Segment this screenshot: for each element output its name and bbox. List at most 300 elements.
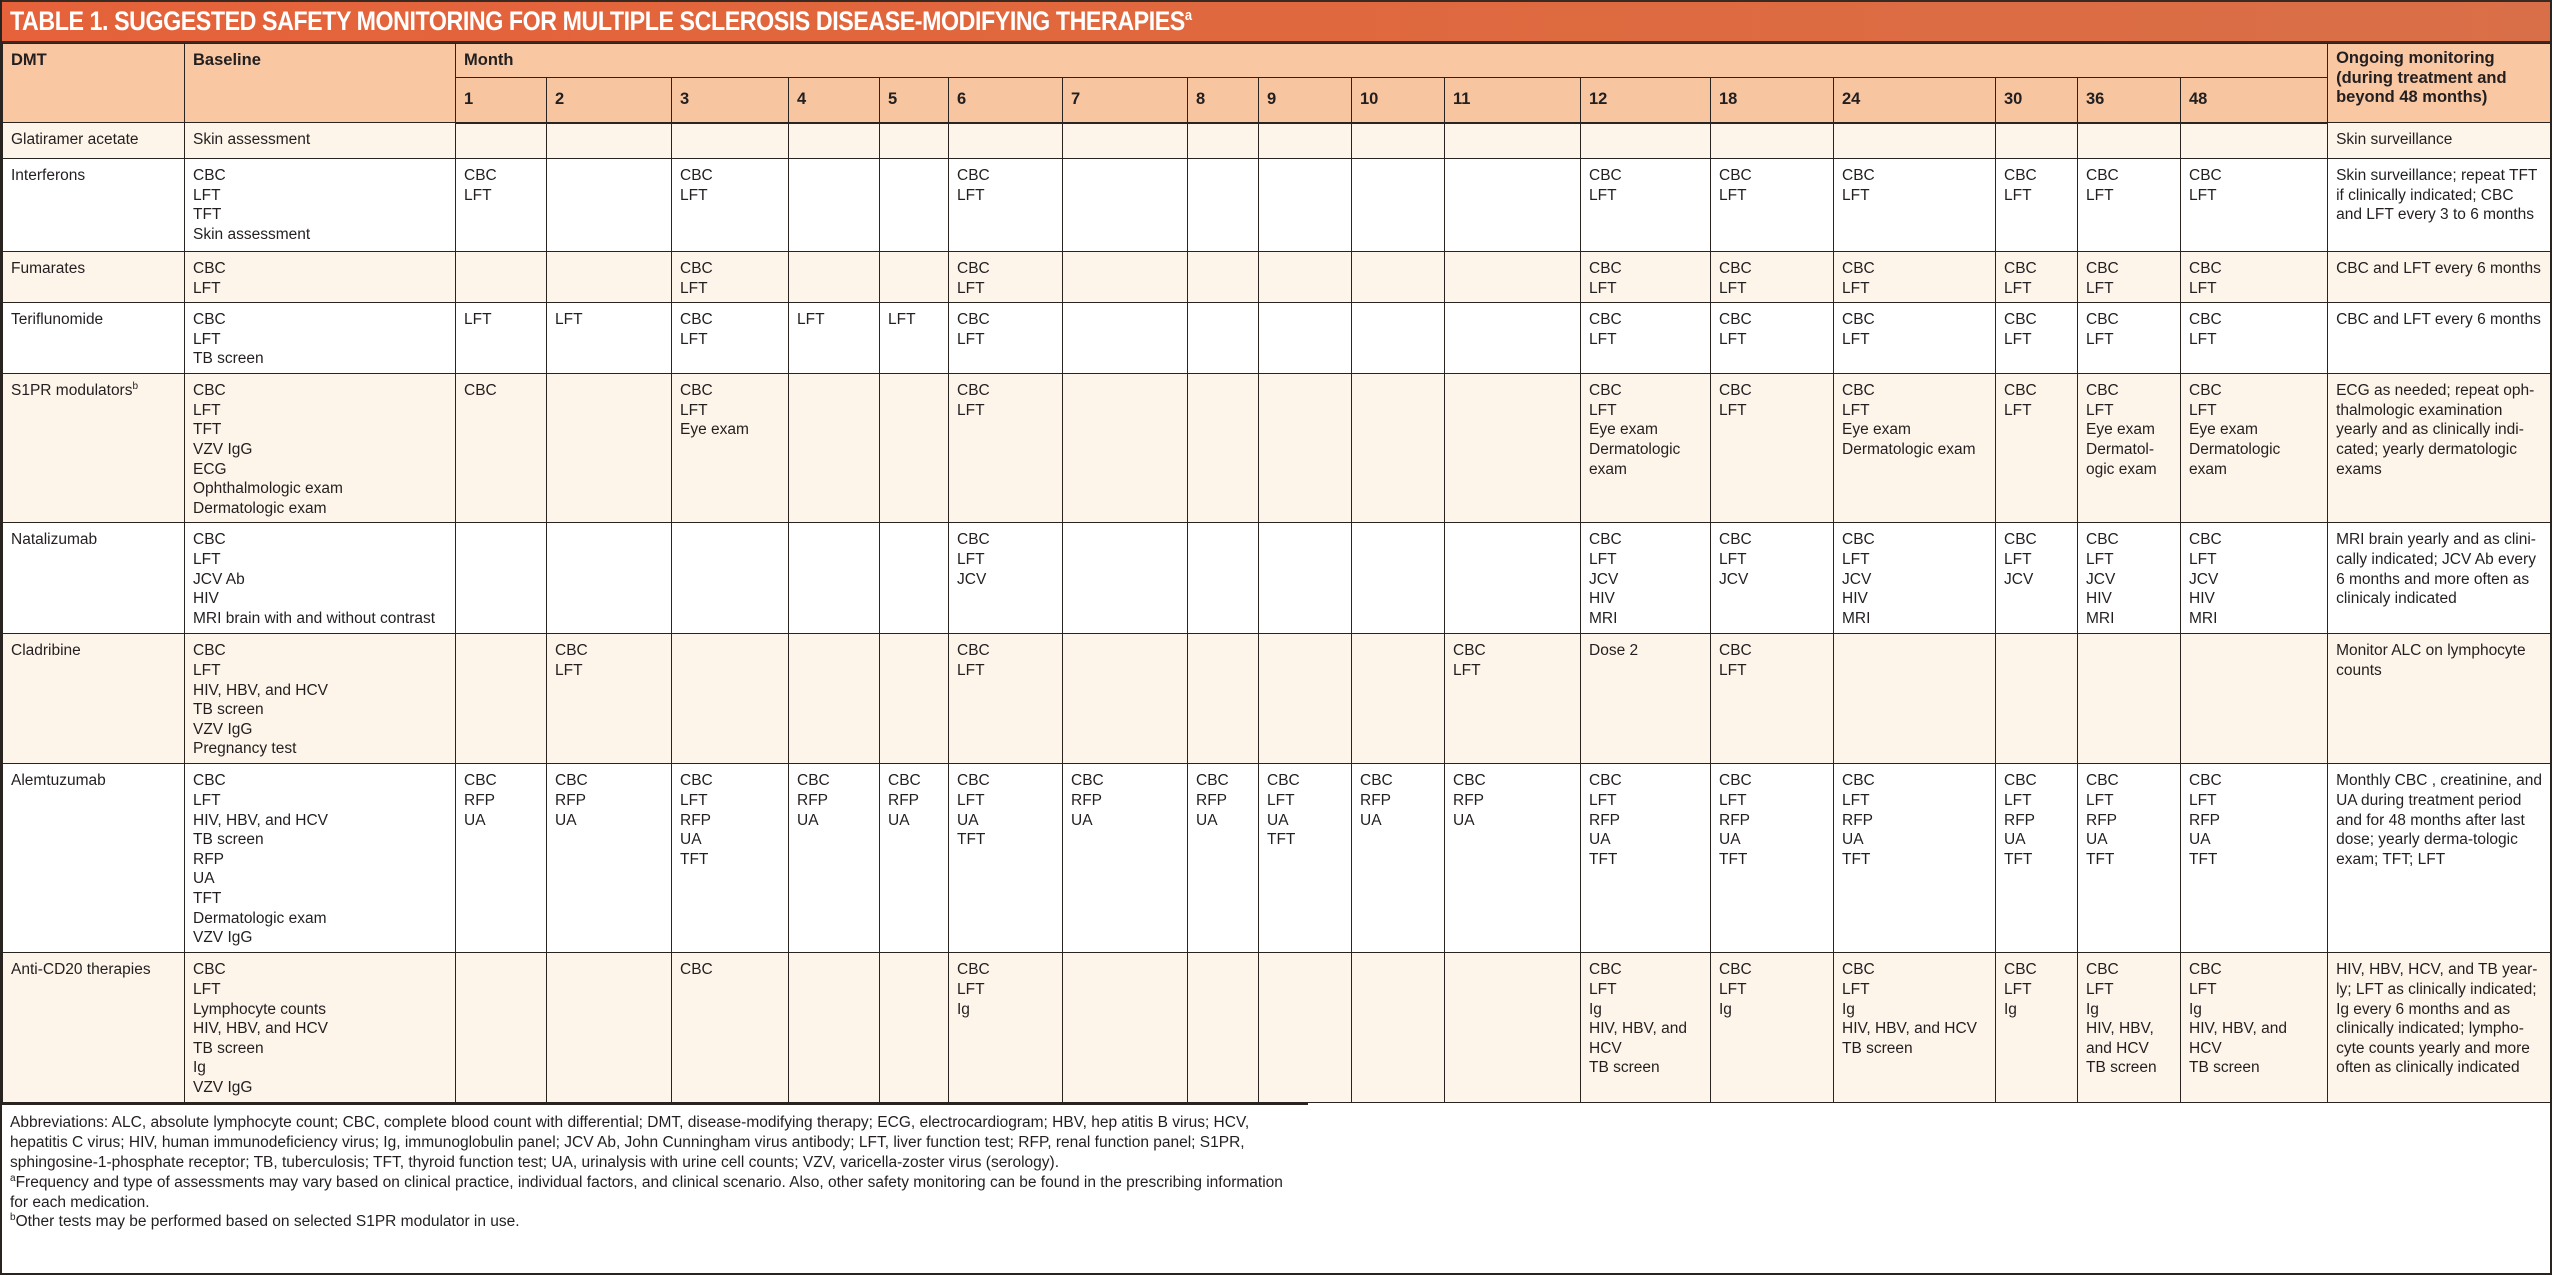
test-item: UA <box>797 811 819 829</box>
title-footnote-marker: a <box>1184 7 1192 24</box>
month-24-cell <box>1834 764 1996 953</box>
month-7-cell <box>1063 252 1188 303</box>
header-month-2: 2 <box>547 78 672 123</box>
month-12-cell <box>1581 252 1711 303</box>
test-item: Ig <box>1589 1000 1602 1018</box>
month-24-cell <box>1834 374 1996 523</box>
month-4-cell <box>789 159 880 252</box>
test-item: LFT <box>2086 791 2114 809</box>
test-item: UA <box>1842 831 1864 849</box>
test-item: LFT <box>2189 186 2217 204</box>
test-item: HIV, HBV, and HCV <box>2086 1020 2154 1057</box>
month-48-cell <box>2181 123 2328 159</box>
test-item: LFT <box>1842 279 1870 297</box>
ongoing-monitoring-cell: Skin surveillance; repeat TFT if clinically indicated; CBC and LFT every 3 to 6 months <box>2328 159 2551 252</box>
table-row <box>3 953 2551 1103</box>
test-item: CBC <box>193 382 226 400</box>
test-item: CBC <box>680 772 713 790</box>
month-4-cell <box>789 123 880 159</box>
test-item: Eye exam <box>2086 421 2155 439</box>
month-48-cell <box>2181 159 2328 252</box>
test-item: CBC <box>464 382 497 400</box>
month-8-cell <box>1188 523 1259 634</box>
month-1-cell <box>456 252 547 303</box>
month-3-cell <box>672 523 789 634</box>
test-item: HIV, HBV, and HCV <box>193 811 328 829</box>
month-3-cell <box>672 634 789 764</box>
month-5-cell <box>880 634 949 764</box>
test-item: LFT <box>2004 550 2032 568</box>
month-10-cell <box>1352 634 1445 764</box>
test-item: CBC <box>2004 772 2037 790</box>
test-item: CBC <box>2086 772 2119 790</box>
test-item: Skin assessment <box>193 225 311 243</box>
test-item: LFT <box>680 330 708 348</box>
test-item: LFT <box>1842 401 1870 419</box>
test-item: HIV <box>2086 590 2112 608</box>
test-item: Skin assessment <box>193 131 311 148</box>
test-item: RFP <box>797 791 828 809</box>
header-month-4: 4 <box>789 78 880 123</box>
month-11-cell <box>1445 634 1581 764</box>
test-item: LFT <box>957 279 985 297</box>
month-3-cell <box>672 252 789 303</box>
test-item: TFT <box>193 421 222 439</box>
header-month-30: 30 <box>1996 78 2078 123</box>
test-item: UA <box>1453 811 1475 829</box>
test-item: CBC <box>1453 772 1486 790</box>
month-30-cell <box>1996 159 2078 252</box>
test-item: CBC <box>193 531 226 549</box>
test-item: CBC <box>2086 167 2119 184</box>
test-item: CBC <box>193 961 226 979</box>
test-item: LFT <box>1719 279 1747 297</box>
test-item: Dose 2 <box>1589 642 1639 660</box>
test-item: CBC <box>957 167 990 184</box>
month-5-cell <box>880 123 949 159</box>
table-row <box>3 764 2551 953</box>
test-item: LFT <box>1589 186 1617 204</box>
header-month-36: 36 <box>2078 78 2181 123</box>
month-36-cell <box>2078 252 2181 303</box>
test-item: TB screen <box>193 831 264 849</box>
test-item: JCV <box>1589 570 1619 588</box>
test-item: Ig <box>2086 1000 2099 1018</box>
test-item: LFT <box>193 661 221 679</box>
month-6-cell <box>949 953 1063 1103</box>
test-item: CBC <box>1719 311 1752 329</box>
test-item: HIV, HBV, and HCV <box>1589 1020 1687 1057</box>
test-item: Eye exam <box>1842 421 1911 439</box>
test-item: Ig <box>193 1059 206 1077</box>
header-month-1: 1 <box>456 78 547 123</box>
baseline-cell <box>185 634 456 764</box>
month-8-cell <box>1188 303 1259 374</box>
test-item: Eye exam <box>2189 421 2258 439</box>
month-11-cell <box>1445 123 1581 159</box>
test-item: VZV IgG <box>193 720 253 738</box>
footnote-a: $^a$Frequency and type of assessments may vary based on clinical practice, individual factors, and clinical scenario. Also, other safety monitoring can be found in the prescribing information for each medication. <box>10 1172 1283 1211</box>
test-item: LFT <box>680 401 708 419</box>
month-2-cell <box>547 374 672 523</box>
month-8-cell <box>1188 374 1259 523</box>
test-item: CBC <box>193 167 226 184</box>
month-18-cell <box>1711 159 1834 252</box>
test-item: TB screen <box>1842 1039 1913 1057</box>
test-item: CBC <box>1842 260 1875 277</box>
test-item: LFT <box>680 186 708 204</box>
table-row <box>3 523 2551 634</box>
month-30-cell <box>1996 523 2078 634</box>
test-item: Lymphocyte counts <box>193 1000 326 1018</box>
test-item: TB screen <box>1589 1059 1660 1077</box>
month-10-cell <box>1352 159 1445 252</box>
month-4-cell <box>789 523 880 634</box>
month-6-cell <box>949 523 1063 634</box>
test-item: LFT <box>193 330 221 348</box>
month-11-cell <box>1445 953 1581 1103</box>
month-9-cell <box>1259 953 1352 1103</box>
table-title-bar <box>2 0 2550 43</box>
dmt-name: Interferons <box>3 159 185 252</box>
month-6-cell <box>949 634 1063 764</box>
month-8-cell <box>1188 953 1259 1103</box>
month-9-cell <box>1259 634 1352 764</box>
month-7-cell <box>1063 159 1188 252</box>
test-item: CBC <box>555 772 588 790</box>
test-item: VZV IgG <box>193 1078 253 1096</box>
month-30-cell <box>1996 953 2078 1103</box>
test-item: CBC <box>1360 772 1393 790</box>
test-item: Dermatologic exam <box>1589 440 1681 478</box>
month-4-cell <box>789 303 880 374</box>
month-18-cell <box>1711 634 1834 764</box>
test-item: LFT <box>2086 980 2114 998</box>
month-12-cell <box>1581 953 1711 1103</box>
month-7-cell <box>1063 523 1188 634</box>
month-12-cell <box>1581 159 1711 252</box>
test-item: CBC <box>957 772 990 790</box>
month-10-cell <box>1352 764 1445 953</box>
test-item: LFT <box>1719 791 1747 809</box>
test-item: CBC <box>680 382 713 400</box>
month-4-cell <box>789 953 880 1103</box>
ongoing-monitoring-cell: CBC and LFT every 6 months <box>2328 303 2551 374</box>
table-row <box>3 634 2551 764</box>
test-item: HIV, HBV, and HCV <box>193 681 328 699</box>
test-item: CBC <box>957 531 990 549</box>
month-8-cell <box>1188 252 1259 303</box>
test-item: CBC <box>1453 642 1486 660</box>
ongoing-monitoring-cell: Monitor ALC on lymphocyte counts <box>2328 634 2551 764</box>
test-item: CBC <box>1719 531 1752 549</box>
monitoring-table <box>2 43 2551 1103</box>
header-month-3: 3 <box>672 78 789 123</box>
test-item: LFT <box>2189 330 2217 348</box>
month-48-cell <box>2181 523 2328 634</box>
month-18-cell <box>1711 303 1834 374</box>
test-item: CBC <box>2189 167 2222 184</box>
ongoing-monitoring-cell: MRI brain yearly and as clini-cally indicated; JCV Ab every 6 months and more often as clinicaly indicated <box>2328 523 2551 634</box>
test-item: LFT <box>957 330 985 348</box>
test-item: HIV <box>2189 590 2215 608</box>
table-row <box>3 303 2551 374</box>
test-item: HIV <box>1589 590 1615 608</box>
test-item: RFP <box>1196 791 1227 809</box>
test-item: CBC <box>2086 961 2119 979</box>
test-item: TFT <box>2189 850 2218 868</box>
month-24-cell <box>1834 523 1996 634</box>
test-item: MRI <box>1842 609 1871 627</box>
month-8-cell <box>1188 123 1259 159</box>
test-item: LFT <box>2086 550 2114 568</box>
test-item: LFT <box>797 311 825 329</box>
month-1-cell <box>456 374 547 523</box>
test-item: LFT <box>1842 550 1870 568</box>
test-item: CBC <box>2086 311 2119 329</box>
header-month-7: 7 <box>1063 78 1188 123</box>
test-item: JCV <box>957 570 987 588</box>
month-48-cell <box>2181 953 2328 1103</box>
month-30-cell <box>1996 374 2078 523</box>
test-item: CBC <box>2004 260 2037 277</box>
header-baseline: Baseline <box>185 44 456 123</box>
header-month-group: Month <box>456 44 2328 78</box>
test-item: TB screen <box>193 350 264 368</box>
month-2-cell <box>547 523 672 634</box>
month-2-cell <box>547 303 672 374</box>
test-item: CBC <box>2086 382 2119 400</box>
month-1-cell <box>456 764 547 953</box>
test-item: RFP <box>1360 791 1391 809</box>
month-4-cell <box>789 634 880 764</box>
test-item: LFT <box>193 279 221 297</box>
test-item: CBC <box>797 772 830 790</box>
test-item: UA <box>680 831 702 849</box>
test-item: LFT <box>2189 791 2217 809</box>
table-body <box>3 123 2551 1103</box>
test-item: JCV <box>1842 570 1872 588</box>
test-item: CBC <box>1719 961 1752 979</box>
test-item: CBC <box>957 260 990 277</box>
test-item: LFT <box>2086 279 2114 297</box>
test-item: RFP <box>464 791 495 809</box>
test-item: CBC <box>1842 531 1875 549</box>
month-3-cell <box>672 123 789 159</box>
test-item: Dermatologic exam <box>193 909 327 927</box>
month-18-cell <box>1711 523 1834 634</box>
month-24-cell <box>1834 634 1996 764</box>
test-item: CBC <box>464 772 497 790</box>
test-item: TFT <box>193 206 222 224</box>
table-row <box>3 374 2551 523</box>
test-item: LFT <box>2086 186 2114 204</box>
test-item: LFT <box>193 980 221 998</box>
test-item: CBC <box>1719 642 1752 660</box>
test-item: ECG <box>193 460 227 478</box>
test-item: TFT <box>2086 850 2115 868</box>
month-8-cell <box>1188 764 1259 953</box>
test-item: RFP <box>1842 811 1873 829</box>
month-9-cell <box>1259 523 1352 634</box>
month-8-cell <box>1188 159 1259 252</box>
test-item: LFT <box>1453 661 1481 679</box>
baseline-cell <box>185 764 456 953</box>
month-36-cell <box>2078 303 2181 374</box>
month-11-cell <box>1445 159 1581 252</box>
footnote-b: $^b$Other tests may be performed based on selected S1PR modulator in use. <box>10 1212 520 1231</box>
dmt-name: S1PR modulators$^b$ <box>3 374 185 523</box>
dmt-name: Alemtuzumab <box>3 764 185 953</box>
month-7-cell <box>1063 374 1188 523</box>
test-item: RFP <box>2189 811 2220 829</box>
test-item: TFT <box>1267 831 1296 849</box>
test-item: RFP <box>2086 811 2117 829</box>
month-2-cell <box>547 764 672 953</box>
test-item: LFT <box>2004 186 2032 204</box>
test-item: CBC <box>555 642 588 660</box>
month-9-cell <box>1259 123 1352 159</box>
test-item: UA <box>1360 811 1382 829</box>
test-item: VZV IgG <box>193 440 253 458</box>
test-item: CBC <box>1071 772 1104 790</box>
test-item: CBC <box>1267 772 1300 790</box>
dmt-name: Natalizumab <box>3 523 185 634</box>
month-18-cell <box>1711 764 1834 953</box>
month-36-cell <box>2078 374 2181 523</box>
test-item: JCV <box>1719 570 1749 588</box>
month-24-cell <box>1834 123 1996 159</box>
month-48-cell <box>2181 252 2328 303</box>
test-item: HIV <box>193 590 219 608</box>
month-1-cell <box>456 953 547 1103</box>
test-item: CBC <box>1842 167 1875 184</box>
test-item: CBC <box>2189 382 2222 400</box>
ongoing-monitoring-cell: Monthly CBC , creatinine, and UA during treatment period and for 48 months after last dose; yearly derma-tologic exam; TFT; LFT <box>2328 764 2551 953</box>
test-item: LFT <box>1719 401 1747 419</box>
test-item: TB screen <box>193 1039 264 1057</box>
table-row <box>3 252 2551 303</box>
month-4-cell <box>789 764 880 953</box>
test-item: CBC <box>2004 531 2037 549</box>
test-item: UA <box>2189 831 2211 849</box>
test-item: Ophthalmologic exam <box>193 480 343 498</box>
test-item: TB screen <box>2086 1059 2157 1077</box>
test-item: CBC <box>2086 260 2119 277</box>
test-item: LFT <box>1719 550 1747 568</box>
dmt-name: Fumarates <box>3 252 185 303</box>
header-month-9: 9 <box>1259 78 1352 123</box>
test-item: LFT <box>1719 330 1747 348</box>
test-item: Eye exam <box>680 421 749 439</box>
header-dmt: DMT <box>3 44 185 123</box>
month-6-cell <box>949 159 1063 252</box>
month-36-cell <box>2078 159 2181 252</box>
test-item: HIV <box>1842 590 1868 608</box>
month-3-cell <box>672 374 789 523</box>
test-item: LFT <box>2004 401 2032 419</box>
test-item: RFP <box>1453 791 1484 809</box>
month-18-cell <box>1711 123 1834 159</box>
header-month-11: 11 <box>1445 78 1581 123</box>
test-item: CBC <box>680 260 713 277</box>
test-item: CBC <box>2189 772 2222 790</box>
header-month-24: 24 <box>1834 78 1996 123</box>
month-24-cell <box>1834 252 1996 303</box>
test-item: HIV, HBV, and HCV <box>193 1020 328 1038</box>
dmt-name: Cladribine <box>3 634 185 764</box>
month-6-cell <box>949 252 1063 303</box>
test-item: CBC <box>1589 167 1622 184</box>
test-item: Dermatologic exam <box>193 499 327 517</box>
test-item: CBC <box>2189 311 2222 329</box>
test-item: UA <box>1071 811 1093 829</box>
test-item: RFP <box>555 791 586 809</box>
test-item: TFT <box>957 831 986 849</box>
test-item: CBC <box>957 961 990 979</box>
month-36-cell <box>2078 634 2181 764</box>
test-item: LFT <box>957 791 985 809</box>
test-item: LFT <box>957 550 985 568</box>
test-item: LFT <box>2004 279 2032 297</box>
test-item: Dermatologic exam <box>1842 440 1976 458</box>
test-item: CBC <box>1589 311 1622 329</box>
baseline-cell <box>185 252 456 303</box>
test-item: LFT <box>193 791 221 809</box>
month-36-cell <box>2078 953 2181 1103</box>
test-item: TFT <box>2004 850 2033 868</box>
month-9-cell <box>1259 303 1352 374</box>
month-36-cell <box>2078 523 2181 634</box>
month-48-cell <box>2181 634 2328 764</box>
month-3-cell <box>672 159 789 252</box>
test-item: CBC <box>680 167 713 184</box>
test-item: JCV Ab <box>193 570 245 588</box>
month-11-cell <box>1445 252 1581 303</box>
test-item: VZV IgG <box>193 929 253 947</box>
month-8-cell <box>1188 634 1259 764</box>
test-item: RFP <box>1719 811 1750 829</box>
month-5-cell <box>880 252 949 303</box>
month-30-cell <box>1996 123 2078 159</box>
test-item: LFT <box>2004 330 2032 348</box>
month-5-cell <box>880 303 949 374</box>
dmt-name: Glatiramer acetate <box>3 123 185 159</box>
month-11-cell <box>1445 523 1581 634</box>
test-item: TFT <box>680 850 709 868</box>
test-item: UA <box>888 811 910 829</box>
test-item: LFT <box>1589 279 1617 297</box>
test-item: CBC <box>1719 382 1752 400</box>
month-7-cell <box>1063 634 1188 764</box>
test-item: CBC <box>2004 167 2037 184</box>
test-item: LFT <box>193 186 221 204</box>
test-item: MRI <box>2086 609 2115 627</box>
month-4-cell <box>789 374 880 523</box>
test-item: CBC <box>1842 961 1875 979</box>
test-item: JCV <box>2189 570 2219 588</box>
month-2-cell <box>547 159 672 252</box>
month-30-cell <box>1996 634 2078 764</box>
month-11-cell <box>1445 764 1581 953</box>
test-item: CBC <box>2004 382 2037 400</box>
ongoing-monitoring-cell: CBC and LFT every 6 months <box>2328 252 2551 303</box>
test-item: LFT <box>1842 980 1870 998</box>
test-item: HIV, HBV, and HCV <box>2189 1020 2287 1057</box>
test-item: CBC <box>2004 961 2037 979</box>
test-item: RFP <box>1071 791 1102 809</box>
test-item: CBC <box>193 772 226 790</box>
